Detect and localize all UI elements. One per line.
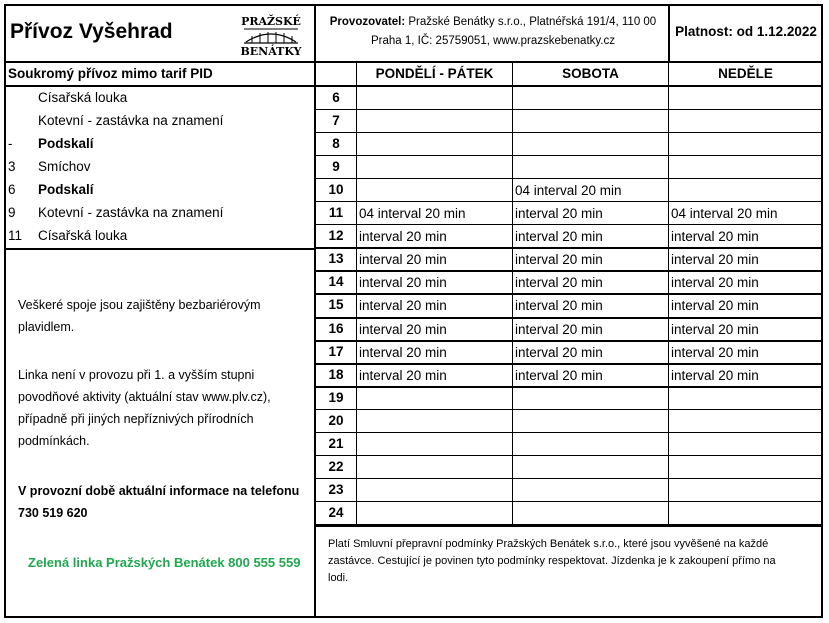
terms-line: zastávce. Cestující je povinen tyto podmínky respektovat. Jízdenka je k zakoupení přímo na — [328, 555, 776, 567]
hour-label: 16 — [328, 321, 344, 336]
row-separator — [314, 224, 823, 225]
stop-name: Císařská louka — [38, 90, 128, 105]
timetable-cell: interval 20 min — [515, 275, 603, 290]
row-separator — [314, 501, 823, 502]
hour-label: 22 — [328, 459, 344, 474]
column-header-bottom-border — [4, 85, 823, 87]
row-separator — [314, 270, 823, 272]
hour-label: 9 — [332, 159, 340, 174]
operator-address: Pražské Benátky s.r.o., Platnéřská 191/4, 110 00 — [408, 16, 657, 28]
flood-note-line: podmínkách. — [18, 434, 90, 448]
hour-label: 13 — [328, 251, 344, 266]
timetable-cell: interval 20 min — [515, 298, 603, 313]
row-separator — [314, 386, 823, 388]
row-separator — [314, 363, 823, 365]
row-separator — [314, 155, 823, 156]
row-separator — [314, 432, 823, 433]
timetable-cell: interval 20 min — [671, 322, 759, 337]
timetable-cell: interval 20 min — [671, 229, 759, 244]
row-separator — [314, 293, 823, 295]
info-phone-line: V provozní době aktuální informace na telefonu — [18, 484, 300, 498]
page-title: Přívoz Vyšehrad — [10, 20, 173, 43]
row-separator — [314, 178, 823, 179]
timetable-cell: interval 20 min — [515, 229, 603, 244]
timetable-cell: interval 20 min — [515, 252, 603, 267]
row-separator — [314, 247, 823, 249]
flood-note-line: Linka není v provozu při 1. a vyšším stupni — [18, 368, 255, 382]
hour-label: 19 — [328, 390, 344, 405]
hour-label: 12 — [328, 228, 344, 243]
stop-name: Smíchov — [38, 159, 91, 174]
column-header-weekday: PONDĚLÍ - PÁTEK — [375, 66, 494, 81]
timetable-cell: interval 20 min — [359, 322, 447, 337]
operator-line-2: Praha 1, IČ: 25759051, www.prazskebenatky.cz — [371, 35, 615, 47]
timetable-cell: interval 20 min — [515, 322, 603, 337]
row-separator — [314, 201, 823, 202]
timetable-cell: interval 20 min — [671, 275, 759, 290]
stop-name: Císařská louka — [38, 228, 128, 243]
row-separator — [314, 317, 823, 319]
timetable-cell: interval 20 min — [671, 368, 759, 383]
accessibility-note — [18, 294, 303, 338]
flood-note-line: povodňové aktivity (aktuální stav www.plv.cz), — [18, 390, 271, 404]
terms-note — [328, 536, 818, 587]
stop-name: Podskalí — [38, 136, 94, 151]
column-header-sunday: NEDĚLE — [718, 66, 773, 81]
row-separator — [314, 478, 823, 479]
hour-label: 6 — [332, 90, 340, 105]
timetable-cell: interval 20 min — [515, 206, 603, 221]
row-separator — [314, 340, 823, 342]
stop-name: Kotevní - zastávka na znamení — [38, 113, 224, 128]
timetable-cell: 04 interval 20 min — [671, 206, 778, 221]
hour-label: 8 — [332, 136, 340, 151]
stop-name: Kotevní - zastávka na znamení — [38, 205, 224, 220]
timetable-cell: interval 20 min — [359, 368, 447, 383]
info-phone-note — [18, 480, 303, 524]
timetable-cell: 04 interval 20 min — [359, 206, 466, 221]
row-separator — [314, 109, 823, 110]
hour-label: 7 — [332, 113, 340, 128]
timetable-cell: interval 20 min — [359, 345, 447, 360]
terms-line: lodi. — [328, 572, 349, 584]
hour-label: 15 — [328, 297, 344, 312]
flood-note — [18, 364, 303, 452]
hour-label: 23 — [328, 482, 344, 497]
timetable-cell: interval 20 min — [359, 298, 447, 313]
stop-minute: 6 — [8, 182, 16, 197]
timetable-cell: interval 20 min — [671, 298, 759, 313]
stop-minute: 3 — [8, 159, 16, 174]
stop-name: Podskalí — [38, 182, 94, 197]
stop-minute: 11 — [8, 228, 23, 243]
row-separator — [314, 455, 823, 456]
timetable-cell: interval 20 min — [359, 252, 447, 267]
row-separator — [314, 524, 823, 525]
prazske-benatky-logo — [240, 12, 302, 58]
green-hotline: Zelená linka Pražských Benátek 800 555 559 — [28, 555, 301, 570]
accessibility-note-line: Veškeré spoje jsou zajištěny bezbariérovým — [18, 298, 261, 312]
row-separator — [314, 409, 823, 410]
timetable-cell: interval 20 min — [359, 229, 447, 244]
validity-date: Platnost: od 1.12.2022 — [675, 24, 817, 39]
flood-note-line: případně při jiných nepříznivých přírodních — [18, 412, 254, 426]
timetable-cell: interval 20 min — [671, 345, 759, 360]
hour-label: 18 — [328, 367, 344, 382]
hour-label: 24 — [328, 505, 344, 520]
timetable-cell: interval 20 min — [359, 275, 447, 290]
row-separator — [314, 132, 823, 133]
info-phone-number: 730 519 620 — [18, 506, 88, 520]
stops-bottom-border — [4, 248, 316, 250]
hour-label: 14 — [328, 274, 344, 289]
header-bottom-border — [4, 61, 823, 63]
hour-label: 21 — [328, 436, 344, 451]
timetable-cell: interval 20 min — [515, 368, 603, 383]
column-header-saturday: SOBOTA — [562, 66, 619, 81]
hour-label: 17 — [328, 344, 344, 359]
hour-label: 10 — [328, 182, 344, 197]
terms-line: Platí Smluvní přepravní podmínky Pražských Benátek s.r.o., které jsou vyvěšené na každé — [328, 538, 769, 550]
logo-text-bottom: BENÁTKY — [240, 45, 302, 58]
timetable-cell: interval 20 min — [515, 345, 603, 360]
logo-text-top: PRAŽSKÉ — [241, 15, 301, 28]
timetable-cell: interval 20 min — [671, 252, 759, 267]
stop-minute: 9 — [8, 205, 16, 220]
timetable-bottom-border — [314, 525, 823, 527]
accessibility-note-line: plavidlem. — [18, 320, 75, 334]
stop-minute: - — [8, 136, 13, 151]
hour-label: 20 — [328, 413, 344, 428]
timetable-cell: 04 interval 20 min — [515, 183, 622, 198]
hour-label: 11 — [328, 205, 344, 220]
operator-line-1 — [318, 16, 668, 28]
operator-label: Provozovatel: — [329, 16, 406, 28]
route-subtitle: Soukromý přívoz mimo tarif PID — [8, 66, 213, 81]
